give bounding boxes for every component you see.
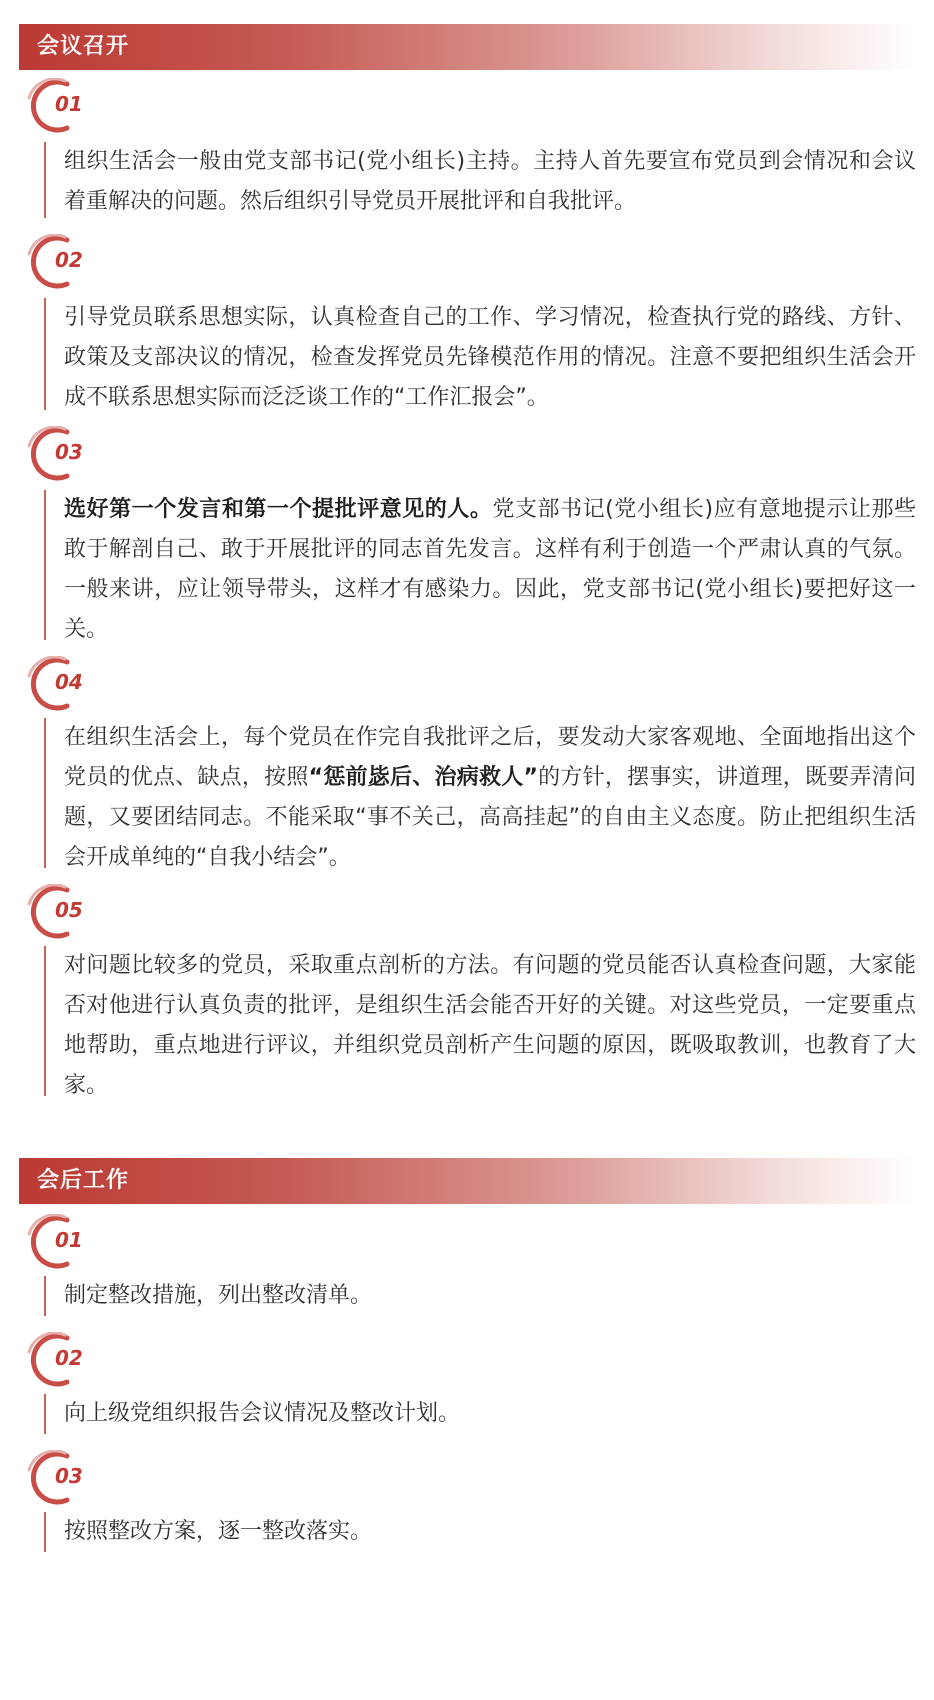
paragraph-text: 向上级党组织报告会议情况及整改计划。 [64, 1401, 461, 1426]
item-number-badge [19, 1214, 83, 1270]
item-number-badge [19, 426, 83, 482]
paragraph-text: 引导党员联系思想实际，认真检查自己的工作、学习情况，检查执行党的路线、方针、政策及支部决议的情况，检查发挥党员先锋模范作用的情况。注意不要把组织生活会开成不联系思想实际而泛泛谈工作的“工作汇报会”。 [64, 305, 916, 410]
emphasis-text: “惩前毖后、治病救人” [308, 765, 538, 790]
paragraph-text [46, 490, 916, 650]
paragraph-body-a: 在组织生活会上，每个党员在作完自我批评之后，要发动大家客观地、全面地指出这个党员的优点、缺点，按照 [64, 725, 916, 790]
emphasis-text: 选好第一个发言和第一个提批评意见的人。 [64, 497, 493, 522]
paragraph-text [46, 718, 916, 878]
item-number: 01 [55, 92, 83, 116]
section-banner-meeting [19, 24, 915, 70]
section-title: 会后工作 [37, 1168, 130, 1193]
item-number-badge [19, 234, 83, 290]
paragraph-text: 对问题比较多的党员，采取重点剖析的方法。有问题的党员能否认真检查问题，大家能否对他进行认真负责的批评，是组织生活会能否开好的关键。对这些党员，一定要重点地帮助，重点地进行评议，并组织党员剖析产生问题的原因，既吸取教训，也教育了大家。 [64, 953, 916, 1098]
item-number: 04 [55, 670, 83, 694]
item-number-badge [19, 1450, 83, 1506]
paragraph-block [44, 1394, 916, 1434]
item-number: 02 [55, 248, 83, 272]
item-number-badge [19, 1332, 83, 1388]
paragraph-block [44, 142, 916, 218]
paragraph-text: 组织生活会一般由党支部书记(党小组长)主持。主持人首先要宣布党员到会情况和会议着重解决的问题。然后组织引导党员开展批评和自我批评。 [64, 149, 916, 214]
item-number: 01 [55, 1228, 83, 1252]
paragraph-body: 党支部书记(党小组长)应有意地提示让那些敢于解剖自己、敢于开展批评的同志首先发言。这样有利于创造一个严肃认真的气氛。一般来讲，应让领导带头，这样才有感染力。因此，党支部书记(党小组长)要把好这一关。 [64, 497, 916, 642]
item-number: 03 [55, 440, 83, 464]
paragraph-body-b: 的方针，摆事实，讲道理，既要弄清问题，又要团结同志。不能采取“事不关己，高高挂起”的自由主义态度。防止把组织生活会开成单纯的“自我小结会”。 [64, 765, 916, 870]
paragraph-block [44, 490, 916, 640]
paragraph-block [44, 298, 916, 410]
paragraph-block [44, 946, 916, 1096]
item-number-badge [19, 78, 83, 134]
section-banner-after-meeting [19, 1158, 915, 1204]
paragraph-block [44, 718, 916, 868]
paragraph-block [44, 1276, 916, 1316]
paragraph-text: 制定整改措施，列出整改清单。 [64, 1283, 373, 1308]
item-number: 05 [55, 898, 83, 922]
section-title: 会议召开 [37, 34, 130, 59]
item-number: 02 [55, 1346, 83, 1370]
item-number-badge [19, 884, 83, 940]
item-number: 03 [55, 1464, 83, 1488]
item-number-badge [19, 656, 83, 712]
paragraph-text: 按照整改方案，逐一整改落实。 [64, 1519, 373, 1544]
paragraph-block [44, 1512, 916, 1552]
